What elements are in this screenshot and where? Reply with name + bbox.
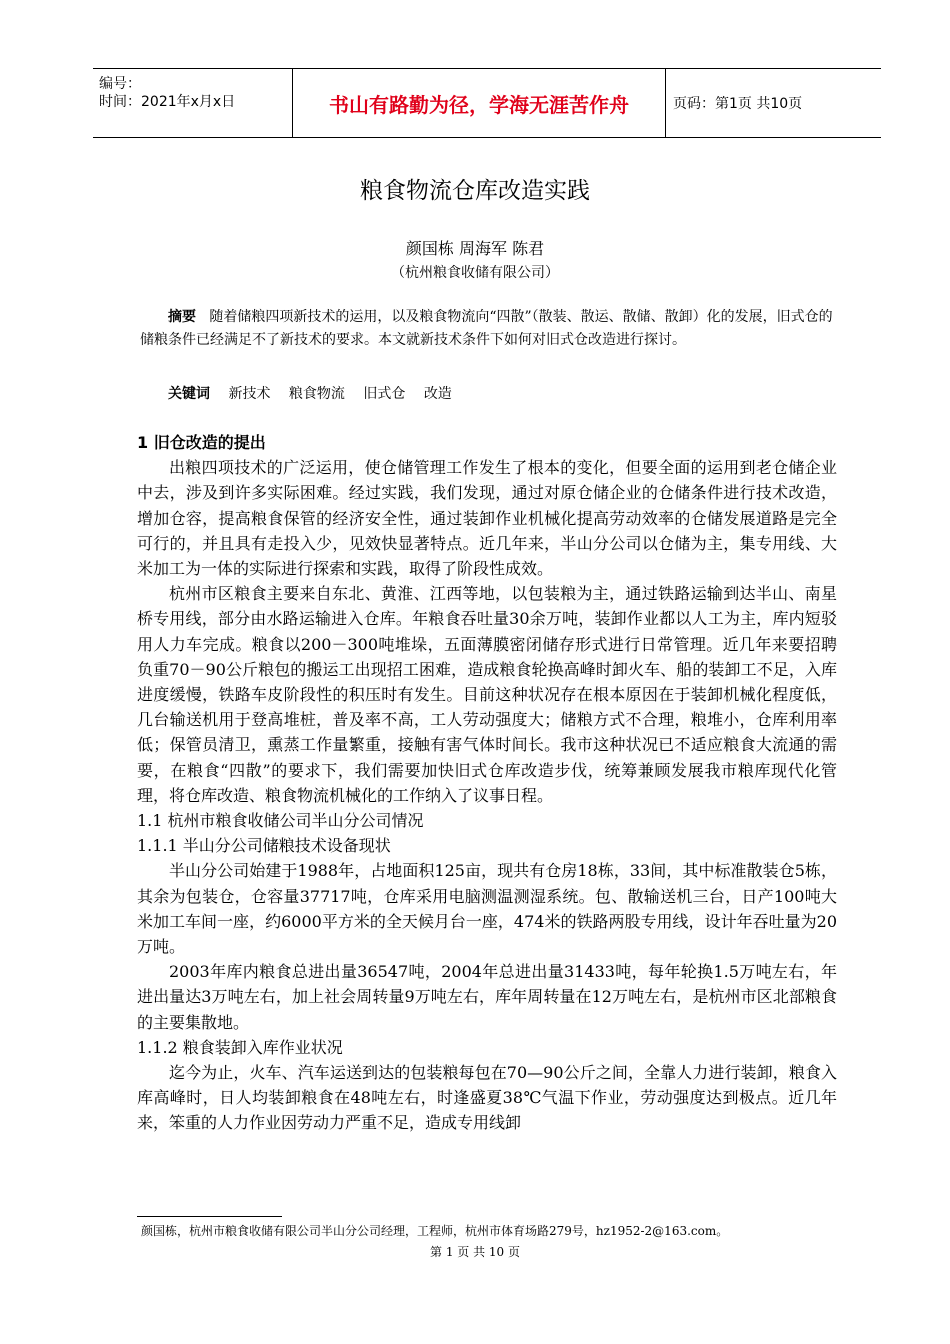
page-info: 页码：第1页 共10页 [673,96,803,112]
footnote-divider [137,1216,282,1217]
paragraph: 出粮四项技术的广泛运用，使仓储管理工作发生了根本的变化，但要全面的运用到老仓储企业中去，涉及到许多实际困难。经过实践，我们发现，通过对原仓储企业的仓储条件进行技术改造，增加仓容，提高粮食保管的经济安全性，通过装卸作业机械化提高劳动效率的仓储发展道路是完全可行的，并且具有走投入少，见效快显著特点。近几年来，半山分公司以仓储为主，集专用线、大米加工为一体的实际进行探索和实践，取得了阶段性成效。 [137,458,837,579]
paragraph: 2003年库内粮食总进出量36547吨，2004年总进出量31433吨，每年轮换1.5万吨左右，年进出量达3万吨左右，加上社会周转量9万吨左右，库年周转量在12万吨左右，是杭州市区北部粮食的主要集散地。 [137,962,837,1032]
abstract-label: 摘要 [168,309,196,325]
affiliation: （杭州粮食收储有限公司） [391,265,559,281]
time-label: 时间：2021年x月x日 [99,94,236,110]
abstract-text: 随着储粮四项新技术的运用，以及粮食物流向“四散”（散装、散运、散储、散卸）化的发展，旧式仓的储粮条件已经满足不了新技术的要求。本文就新技术条件下如何对旧式仓改造进行探讨。 [140,309,833,348]
header-meta-cell [93,69,291,137]
keywords-label: 关键词 [168,386,210,402]
paragraph: 杭州市区粮食主要来自东北、黄淮、江西等地，以包装粮为主，通过铁路运输到达半山、南星桥专用线，部分由水路运输进入仓库。年粮食吞吐量30余万吨，装卸作业都以人工为主，库内短驳用人力车完成。粮食以200－300吨堆垛，五面薄膜密闭储存形式进行日常管理。近几年来要招聘负重70－90公斤粮包的搬运工出现招工困难，造成粮食轮换高峰时卸火车、船的装卸工不足，入库进度缓慢，铁路车皮阶段性的积压时有发生。目前这种状况存在根本原因在于装卸机械化程度低，几台输送机用于登高堆桩，普及率不高，工人劳动强度大；储粮方式不合理，粮堆小，仓库利用率低；保管员清卫，熏蒸工作量繁重，接触有害气体时间长。我市这种状况已不适应粮食大流通的需要，在粮食“四散”的要求下，我们需要加快旧式仓库改造步伐，统筹兼顾发展我市粮库现代化管理，将仓库改造、粮食物流机械化的工作纳入了议事日程。 [137,584,837,805]
keyword: 新技术 [228,386,271,402]
document-title: 粮食物流仓库改造实践 [360,178,590,204]
authors: 颜国栋 周海军 陈君 [405,239,545,258]
keywords [168,383,818,403]
subsection-heading: 1.1 杭州市粮食收储公司半山分公司情况 [137,811,424,831]
document-header [93,68,881,138]
main-body [137,430,837,1136]
paragraph: 迄今为止，火车、汽车运送到达的包装粮每包在70—90公斤之间，全靠人力进行装卸，粮食入库高峰时，日人均装卸粮食在48吨左右，时逢盛夏38℃气温下作业，劳动强度达到极点。近几年来，笨重的人力作业因劳动力严重不足，造成专用线卸 [137,1063,837,1133]
header-motto-cell [292,69,666,137]
subsection-heading: 1.1.1 半山分公司储粮技术设备现状 [137,836,391,856]
abstract [140,306,840,352]
motto: 书山有路勤为径，学海无涯苦作舟 [329,92,629,117]
page-footer: 第 1 页 共 10 页 [430,1245,520,1259]
paragraph: 半山分公司始建于1988年，占地面积125亩，现共有仓房18栋，33间，其中标准散装仓5栋，其余为包装仓，仓容量37717吨，仓库采用电脑测温测湿系统。包、散输送机三台，日产100吨大米加工车间一座，约6000平方米的全天候月台一座，474米的铁路两股专用线，设计年吞吐量为20万吨。 [137,861,837,957]
number-label: 编号： [99,76,141,92]
section-heading: 1 旧仓改造的提出 [137,433,266,452]
footnote: 颜国栋，杭州市粮食收储有限公司半山分公司经理，工程师，杭州市体育场路279号，hz1952-2@163.com。 [141,1224,729,1238]
subsection-heading: 1.1.2 粮食装卸入库作业状况 [137,1037,343,1057]
keyword: 改造 [423,386,452,402]
keyword: 粮食物流 [288,386,345,402]
keyword: 旧式仓 [363,386,406,402]
header-page-cell [665,69,881,137]
